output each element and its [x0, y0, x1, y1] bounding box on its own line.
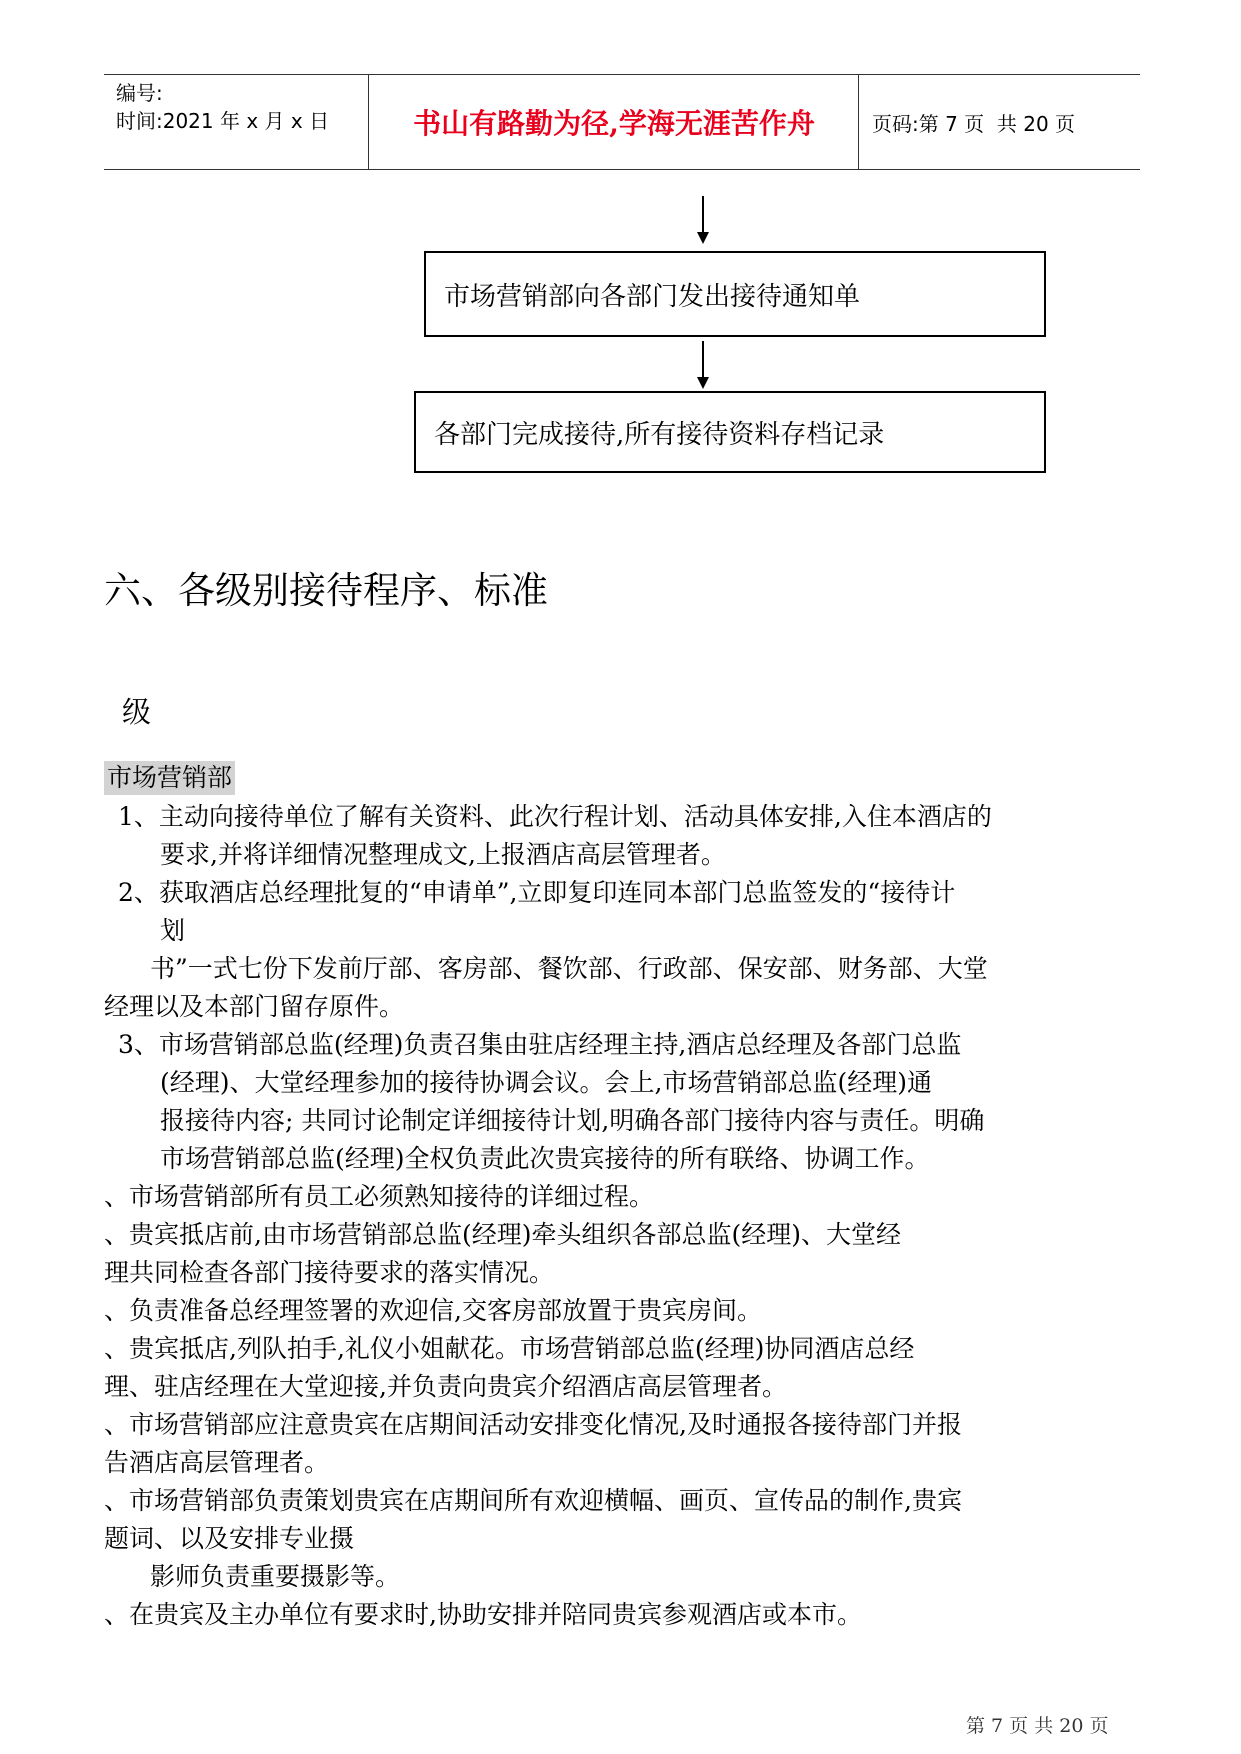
level-heading: 级 — [122, 695, 152, 729]
body-line: 题词、以及安排专业摄 — [104, 1524, 355, 1553]
page-footer: 第 7 页 共 20 页 — [966, 1715, 1109, 1737]
body-line: 理、驻店经理在大堂迎接,并负责向贵宾介绍酒店高层管理者。 — [104, 1372, 787, 1401]
document-time: 时间:2021 年 x 月 x 日 — [116, 109, 330, 133]
header-meta — [116, 79, 329, 135]
flow-arrow-line — [702, 341, 704, 377]
body-line: 、在贵宾及主办单位有要求时,协助安排并陪同贵宾参观酒店或本市。 — [104, 1600, 862, 1629]
header-motto: 书山有路勤为径,学海无涯苦作舟 — [413, 107, 815, 140]
section-heading: 六、各级别接待程序、标准 — [104, 569, 548, 612]
body-line: 理共同检查各部门接待要求的落实情况。 — [104, 1258, 555, 1287]
body-line: 3、市场营销部总监(经理)负责召集由驻店经理主持,酒店总经理及各部门总监 — [118, 1030, 962, 1059]
body-line: 报接待内容; 共同讨论制定详细接待计划,明确各部门接待内容与责任。明确 — [160, 1106, 985, 1135]
body-line: 告酒店高层管理者。 — [104, 1448, 330, 1477]
body-line: 、负责准备总经理签署的欢迎信,交客房部放置于贵宾房间。 — [104, 1296, 762, 1325]
header-divider — [368, 75, 369, 169]
page-header — [104, 74, 1140, 170]
flow-arrow-line — [702, 196, 704, 232]
body-line: 划 — [160, 916, 186, 945]
body-line: 要求,并将详细情况整理成文,上报酒店高层管理者。 — [160, 840, 726, 869]
body-line: (经理)、大堂经理参加的接待协调会议。会上,市场营销部总监(经理)通 — [160, 1068, 932, 1097]
body-line: 1、主动向接待单位了解有关资料、此次行程计划、活动具体安排,入住本酒店的 — [118, 802, 992, 831]
body-line: 书”一式七份下发前厅部、客房部、餐饮部、行政部、保安部、财务部、大堂 — [150, 954, 988, 983]
body-line: 2、获取酒店总经理批复的“申请单”,立即复印连同本部门总监签发的“接待计 — [118, 878, 956, 907]
body-line: 市场营销部总监(经理)全权负责此次贵宾接待的所有联络、协调工作。 — [160, 1144, 930, 1173]
flow-arrow-head — [697, 377, 709, 389]
header-page-info: 页码:第 7 页 共 20 页 — [872, 111, 1076, 136]
flow-box-complete — [414, 391, 1046, 473]
body-line: 、贵宾抵店,列队拍手,礼仪小姐献花。市场营销部总监(经理)协同酒店总经 — [104, 1334, 915, 1363]
header-divider — [858, 75, 859, 169]
document-number-label: 编号: — [116, 81, 163, 105]
flow-box-complete-text: 各部门完成接待,所有接待资料存档记录 — [434, 419, 885, 450]
flow-arrow-head — [697, 232, 709, 244]
body-line: 影师负责重要摄影等。 — [150, 1562, 401, 1591]
flow-box-notice — [424, 251, 1046, 337]
body-line: 经理以及本部门留存原件。 — [104, 992, 405, 1021]
body-line: 、市场营销部所有员工必须熟知接待的详细过程。 — [104, 1182, 655, 1211]
body-line: 、贵宾抵店前,由市场营销部总监(经理)牵头组织各部总监(经理)、大堂经 — [104, 1220, 901, 1249]
body-line: 、市场营销部负责策划贵宾在店期间所有欢迎横幅、画页、宣传品的制作,贵宾 — [104, 1486, 962, 1515]
department-heading: 市场营销部 — [104, 761, 235, 795]
flow-box-notice-text: 市场营销部向各部门发出接待通知单 — [444, 281, 861, 312]
body-line: 、市场营销部应注意贵宾在店期间活动安排变化情况,及时通报各接待部门并报 — [104, 1410, 962, 1439]
